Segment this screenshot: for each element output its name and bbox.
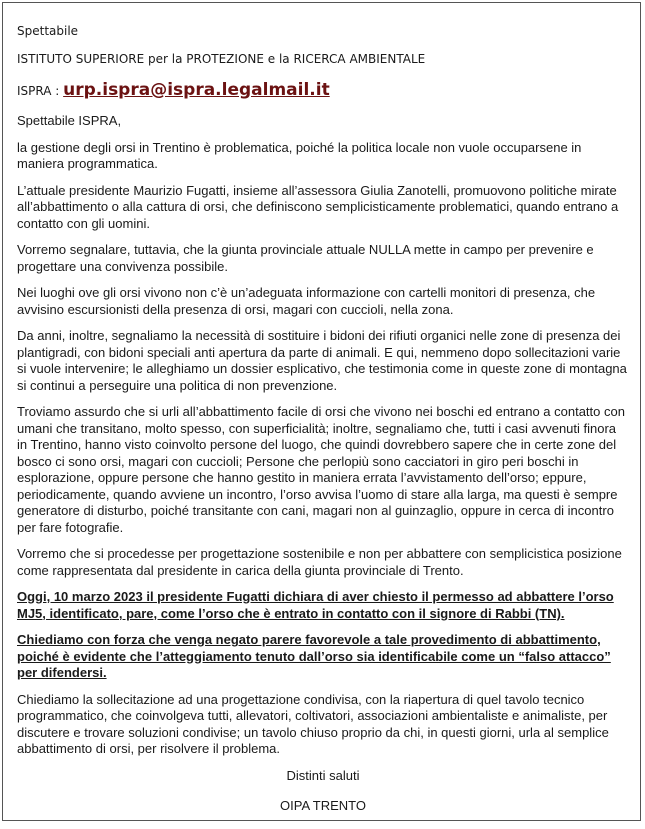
closing: Distinti saluti (286, 767, 360, 783)
paragraph-7: Vorremo che si procedesse per progettazione sostenibile e non per abbattere con semplicistica posizione come rappresentata dal presidente in carica della giunta provinciale di Trento. (17, 546, 622, 578)
greeting: Spettabile ISPRA, (17, 113, 122, 128)
ispra-label: ISPRA : (17, 84, 64, 98)
letter-body (17, 113, 629, 829)
paragraph-5: Da anni, inoltre, segnaliamo la necessità di sostituire i bidoni dei rifiuti organici nelle zone di presenza dei plantigradi, con bidoni speciali anti apertura da parte di animali. E qui, nemmeno dopo sollecitazioni varie si vuole intervenire; le alleghiamo un dossier esplicativo, che testimonia come in queste zone di montagna si continui a perseguire una politica di non prevenzione. (17, 328, 627, 393)
paragraph-3: Vorremo segnalare, tuttavia, che la giunta provinciale attuale NULLA mette in campo per prevenire e progettare una convivenza possibile. (17, 242, 594, 274)
email-link[interactable]: urp.ispra@ispra.legalmail.it (63, 80, 330, 100)
paragraph-1: la gestione degli orsi in Trentino è problematica, poiché la politica locale non vuole occuparsene in maniera programmatica. (17, 139, 582, 171)
signature: OIPA TRENTO (280, 798, 366, 813)
paragraph-8-bold: Oggi, 10 marzo 2023 il presidente Fugatti dichiara di aver chiesto il permesso ad abbattere l’orso MJ5, identificato, pare, come l’orso che è entrato in contatto con il signore di Rabbi (TN). (17, 589, 614, 621)
header-salutation: Spettabile (17, 24, 79, 38)
paragraph-10: Chiediamo la sollecitazione ad una progettazione condivisa, con la riapertura di quel tavolo tecnico programmatico, che coinvolgeva tutti, allevatori, coltivatori, associazioni ambientaliste e animaliste, per discutere e trovare soluzioni condivise; un tavolo chiuso proprio da chi, in questi giorni, urla al semplice abbattimento di orsi, per risolvere il problema. (17, 691, 609, 756)
paragraph-6: Troviamo assurdo che si urli all’abbattimento facile di orsi che vivono nei boschi ed entrano a contatto con umani che transitano, molto spesso, con superficialità; inoltre, segnaliamo che, tutti i casi avvenuti finora in Trentino, hanno visto coinvolto persone del luogo, che quindi dovrebbero sapere che in certe zone del bosco ci sono orsi, magari con cuccioli; Persone che perlopiù sono cacciatori in giro peri boschi in esplorazione, oppure persone che hanno gestito in maniera errata l’avvistamento dell’orso; eppure, periodicamente, quando avviene un incontro, l’orso avvisa l’uomo di stare alla larga, ma questi è sempre generatore di disturbo, poiché transitante con cani, magari non al guinzaglio, oppure in cerca di incontro per fare fotografie. (17, 404, 625, 535)
paragraph-4: Nei luoghi ove gli orsi vivono non c’è un’adeguata informazione con cartelli monitori di presenza, che avvisino escursionisti della presenza di orsi, magari con cuccioli, nella zona. (17, 285, 596, 317)
header-recipient: ISTITUTO SUPERIORE per la PROTEZIONE e la RICERCA AMBIENTALE (17, 52, 426, 66)
paragraph-9-bold: Chiediamo con forza che venga negato parere favorevole a tale provedimento di abbattimento, poiché è evidente che l’atteggiamento tenuto dall’orso sia identificabile come un “falso attacco” per difendersi. (17, 632, 611, 680)
paragraph-2: L’attuale presidente Maurizio Fugatti, insieme all’assessora Giulia Zanotelli, promuovono politiche mirate all’abbattimento o alla cattura di orsi, che definiscono semplicisticamente problematici, quando entrano a contatto con gli uomini. (17, 182, 619, 231)
header-ispra-line (17, 80, 330, 100)
